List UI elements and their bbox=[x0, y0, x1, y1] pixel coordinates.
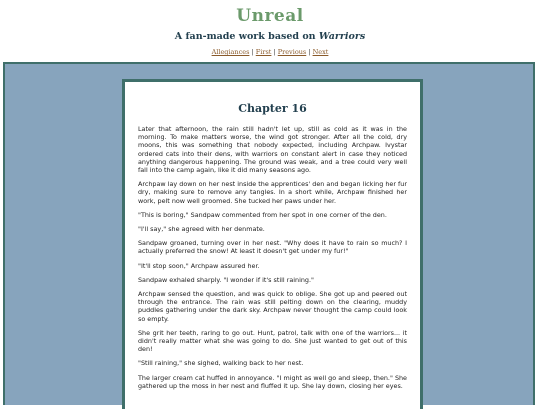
chapter-paragraph: "It'll stop soon," Archpaw assured her. bbox=[138, 261, 260, 270]
nav-allegiances-link[interactable]: Allegiances bbox=[211, 48, 250, 56]
chapter-body bbox=[125, 125, 420, 390]
chapter-paragraph: "Still raining," she sighed, walking back to her nest. bbox=[138, 359, 304, 368]
nav-previous-link[interactable]: Previous bbox=[277, 48, 307, 56]
chapter-paragraph: The larger cream cat huffed in annoyance. "I might as well go and sleep, then." She gathered up the moss in her nest and fluffed it up. She lay down, closing her eyes. bbox=[138, 373, 407, 390]
nav-separator: | bbox=[306, 48, 313, 56]
chapter-nav bbox=[0, 48, 540, 56]
chapter-paragraph: Archpaw lay down on her nest inside the apprentices' den and began licking her fur dry, making sure to remove any tangles. In a short while, Archpaw finished her work, pelt now well groomed. She tucked her paws under her. bbox=[138, 180, 407, 205]
content-frame bbox=[3, 62, 535, 405]
chapter-paragraph: Sandpaw exhaled sharply. "I wonder if it's still raining." bbox=[138, 275, 314, 284]
chapter-paragraph: Sandpaw groaned, turning over in her nest. "Why does it have to rain so much? I actually preferred the snow! At least it doesn't get under my fur!" bbox=[138, 239, 407, 256]
chapter-paragraph: "I'll say," she agreed with her denmate. bbox=[138, 225, 265, 234]
nav-separator: | bbox=[271, 48, 278, 56]
nav-first-link[interactable]: First bbox=[255, 48, 272, 56]
site-subtitle bbox=[0, 31, 540, 42]
site-title: Unreal bbox=[236, 6, 304, 26]
chapter-paragraph: She grit her teeth, raring to go out. Hunt, patrol, talk with one of the warriors... it didn't really matter what she was going to do. She just wanted to get out of this den! bbox=[138, 328, 407, 354]
chapter-paragraph: Archpaw sensed the question, and was quick to oblige. She got up and peered out through the entrance. The rain was still pelting down on the clearing, muddy puddles gathering under the dark sky. Archpaw never thought the camp could look so empty. bbox=[138, 290, 407, 323]
chapter-paragraph: Later that afternoon, the rain still hadn't let up, still as cold as it was in the morning. To make matters worse, the wind got stronger. After all the cold, dry moons, this was something that nobody expected, including Archpaw. Ivystar ordered cats into their dens, with warriors on constant alert in case they noticed anything dangerous happening. The ground was weak, and a tree could very well fall into the camp again, like it did many seasons ago. bbox=[138, 125, 407, 175]
chapter-title: Chapter 16 bbox=[238, 102, 307, 115]
subtitle-prefix: A fan-made work based on bbox=[174, 31, 319, 42]
nav-separator: | bbox=[249, 48, 256, 56]
subtitle-emphasis: Warriors bbox=[318, 31, 366, 42]
chapter-paragraph: "This is boring," Sandpaw commented from her spot in one corner of the den. bbox=[138, 210, 387, 219]
chapter-page[interactable] bbox=[122, 79, 423, 409]
nav-next-link[interactable]: Next bbox=[312, 48, 329, 56]
site-header bbox=[0, 0, 540, 62]
